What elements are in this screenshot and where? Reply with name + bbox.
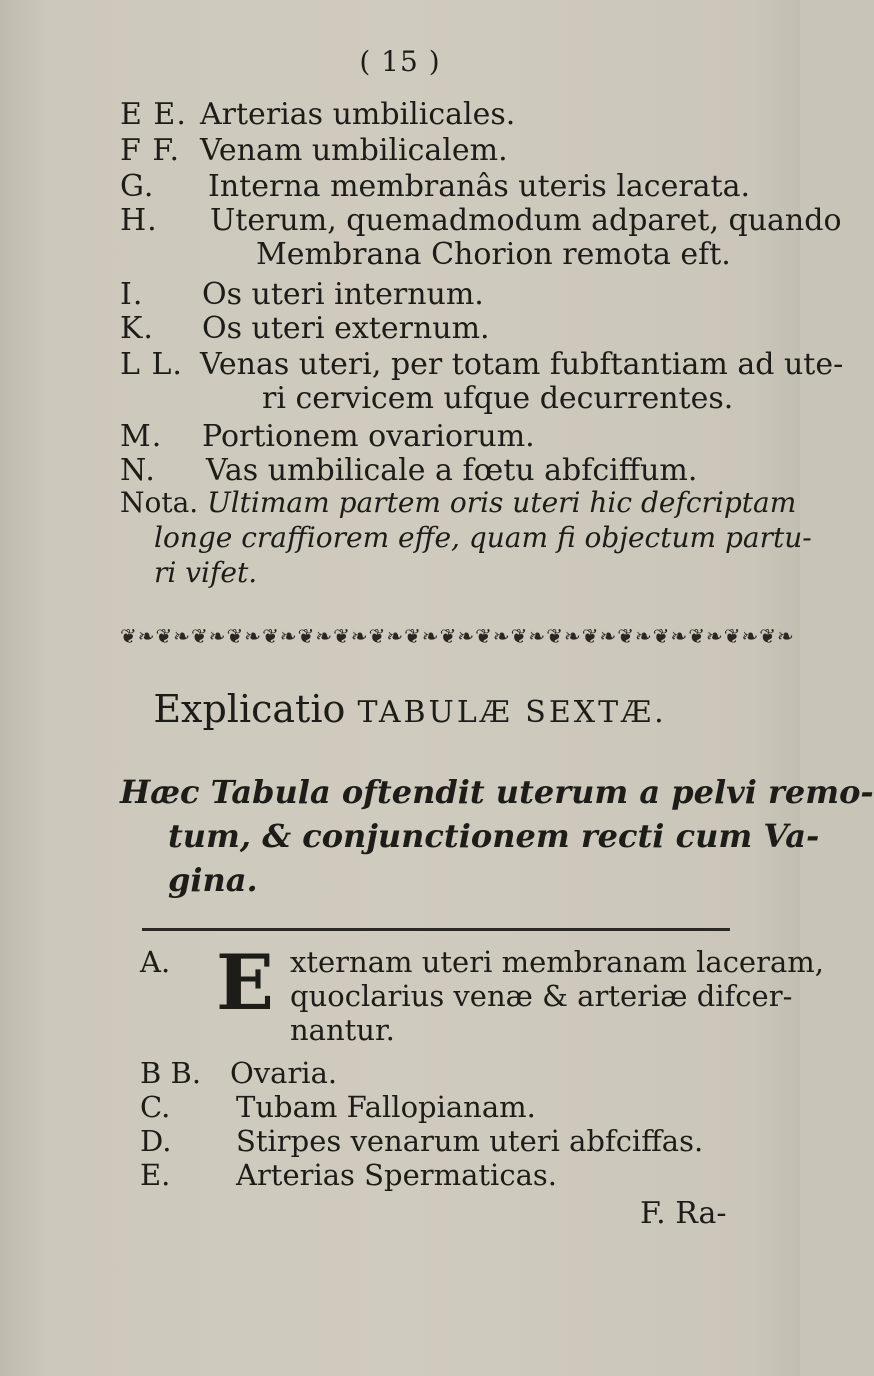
heading-lead: Explicatio [153, 687, 346, 731]
entry-text: Venam umbilicalem. [200, 133, 508, 168]
entry-label: H. [120, 203, 158, 238]
heading-rest: TABULÆ SEXTÆ. [357, 695, 667, 730]
entry-line-3: nantur. [290, 1013, 395, 1047]
entry-label: E E. [120, 97, 187, 132]
entry-line-2: quoclarius venæ & arteriæ difcer- [290, 979, 793, 1013]
entry-text: Interna membranâs uteris lacerata. [208, 169, 751, 204]
intro-line-2: tum, & conjunctionem recti cum Va- [168, 817, 820, 855]
horizontal-rule [142, 928, 730, 931]
entry-label: L L. [120, 347, 183, 382]
entry-text: Stirpes venarum uteri abfciffas. [236, 1124, 704, 1158]
page-number: ( 15 ) [359, 45, 441, 78]
section-heading [0, 687, 800, 731]
entry-label: D. [140, 1124, 172, 1158]
note-line-2: longe craffiorem effe, quam fi objectum partu- [154, 521, 812, 554]
entry-label: C. [140, 1090, 171, 1124]
note-line-3: ri vifet. [154, 556, 258, 589]
entry-text: Os uteri externum. [202, 311, 490, 346]
note-line-1: Ultimam partem oris uteri hic defcriptam [207, 486, 797, 519]
intro-paragraph [120, 770, 874, 899]
entry-label: N. [120, 453, 156, 488]
drop-cap: E [216, 938, 274, 1027]
intro-line-1: Hæc Tabula oftendit uterum a pelvi remo- [120, 773, 874, 811]
catchword: F. Ra- [640, 1196, 727, 1231]
intro-line-3: gina. [168, 861, 258, 899]
entry-label: E. [140, 1158, 171, 1192]
entry-label: M. [120, 419, 163, 454]
note-head: Nota. [120, 486, 199, 519]
entry-text: Arterias umbilicales. [200, 97, 516, 132]
entry-label: B B. [140, 1056, 202, 1090]
note-paragraph [120, 485, 812, 589]
entry-text: Ovaria. [230, 1056, 338, 1090]
entry-text: Vas umbilicale a fœtu abfciffum. [206, 453, 698, 488]
entry-text: Portionem ovariorum. [202, 419, 535, 454]
entry-label: I. [120, 277, 144, 312]
entry-text: Os uteri internum. [202, 277, 484, 312]
legend-entry-n [0, 454, 800, 488]
entry-label: K. [120, 311, 154, 346]
entry-label: G. [120, 169, 155, 204]
entry-label: F F. [120, 133, 181, 168]
entry-label: A. [140, 945, 171, 979]
entry-text: Venas uteri, per totam fubftantiam ad ute- [200, 347, 844, 382]
entry-line-1: xternam uteri membranam laceram, [290, 945, 824, 979]
entry-text: Arterias Spermaticas. [236, 1158, 557, 1192]
entry-continuation: ri cervicem ufque decurrentes. [262, 381, 734, 416]
entry-continuation: Membrana Chorion remota eft. [256, 237, 731, 272]
entry-text: Uterum, quemadmodum adparet, quando [210, 203, 842, 238]
entry-text: Tubam Fallopianam. [236, 1090, 536, 1124]
ornamental-border: ❦❧❦❧❦❧❦❧❦❧❦❧❦❧❦❧❦❧❦❧❦❧❦❧❦❧❦❧❦❧❦❧❦❧❦❧❦❧ [120, 624, 795, 648]
